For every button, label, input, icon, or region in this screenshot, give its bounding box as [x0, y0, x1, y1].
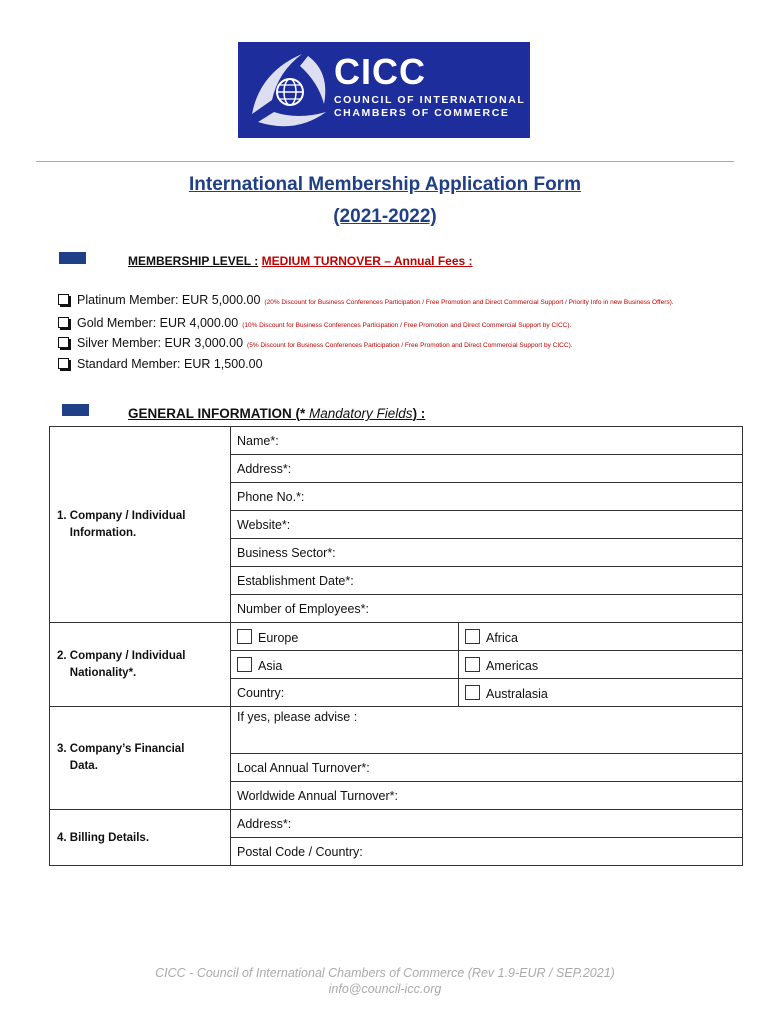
checkbox-icon[interactable]: [465, 685, 480, 700]
region-africa-option[interactable]: Africa: [459, 623, 743, 651]
section-company-title: 1. Company / Individual Information.: [50, 427, 231, 623]
membership-level-value: MEDIUM TURNOVER – Annual Fees :: [261, 254, 473, 268]
region-asia-option[interactable]: Asia: [231, 651, 459, 679]
checkbox-icon[interactable]: [58, 358, 69, 369]
postal-code-country-field[interactable]: Postal Code / Country:: [231, 838, 743, 866]
membership-level-label: MEMBERSHIP LEVEL :: [128, 254, 259, 268]
table-row: [50, 810, 743, 838]
table-row: [50, 427, 743, 455]
checkbox-icon[interactable]: [237, 629, 252, 644]
table-row: [50, 707, 743, 754]
membership-option-gold[interactable]: Gold Member: EUR 4,000.00 (10% Discount for Business Conferences Participation / Free Promotion and Direct Commercial Support by CICC).: [58, 316, 571, 330]
checkbox-icon[interactable]: [465, 629, 480, 644]
header-divider: [36, 161, 734, 162]
checkbox-icon[interactable]: [58, 294, 69, 305]
section-financial-title: 3. Company’s Financial Data.: [50, 707, 231, 810]
footer-email[interactable]: info@council-icc.org: [328, 982, 442, 996]
form-title: International Membership Application Form: [189, 174, 581, 195]
business-sector-field[interactable]: Business Sector*:: [231, 539, 743, 567]
billing-address-field[interactable]: Address*:: [231, 810, 743, 838]
logo-name: CICC: [334, 51, 426, 92]
number-of-employees-field[interactable]: Number of Employees*:: [231, 595, 743, 623]
region-europe-option[interactable]: Europe: [231, 623, 459, 651]
membership-level-heading: [128, 254, 473, 268]
country-field[interactable]: Country:: [231, 679, 459, 707]
worldwide-annual-turnover-field[interactable]: Worldwide Annual Turnover*:: [231, 782, 743, 810]
local-annual-turnover-field[interactable]: Local Annual Turnover*:: [231, 754, 743, 782]
table-row: [50, 623, 743, 651]
form-year: (2021-2022): [333, 206, 437, 227]
website-field[interactable]: Website*:: [231, 511, 743, 539]
address-field[interactable]: Address*:: [231, 455, 743, 483]
financial-advise-field[interactable]: If yes, please advise :: [231, 707, 743, 754]
name-field[interactable]: Name*:: [231, 427, 743, 455]
cicc-logo: [238, 42, 530, 138]
checkbox-icon[interactable]: [237, 657, 252, 672]
footer-organization: CICC - Council of International Chambers of Commerce (Rev 1.9-EUR / SEP.2021): [155, 966, 615, 980]
region-australasia-option[interactable]: Australasia: [459, 679, 743, 707]
section-nationality-title: 2. Company / Individual Nationality*.: [50, 623, 231, 707]
membership-option-silver[interactable]: Silver Member: EUR 3,000.00 (5% Discount for Business Conferences Participation / Free Promotion and Direct Commercial Support by CICC).: [58, 336, 573, 350]
general-information-heading: GENERAL INFORMATION (* Mandatory Fields) :: [128, 406, 426, 421]
membership-option-platinum[interactable]: Platinum Member: EUR 5,000.00 (20% Discount for Business Conferences Participation / Free Promotion and Direct Commercial Support / Priority Info in new Business Offers).: [58, 293, 674, 307]
establishment-date-field[interactable]: Establishment Date*:: [231, 567, 743, 595]
section-billing-title: 4. Billing Details.: [50, 810, 231, 866]
section-marker-general: [62, 404, 89, 416]
checkbox-icon[interactable]: [58, 317, 69, 328]
region-americas-option[interactable]: Americas: [459, 651, 743, 679]
logo-line-2: CHAMBERS OF COMMERCE: [334, 107, 510, 119]
section-marker-membership: [59, 252, 86, 264]
logo-line-1: COUNCIL OF INTERNATIONAL: [334, 94, 526, 106]
phone-field[interactable]: Phone No.*:: [231, 483, 743, 511]
checkbox-icon[interactable]: [465, 657, 480, 672]
checkbox-icon[interactable]: [58, 337, 69, 348]
general-information-table: [49, 426, 743, 866]
membership-option-standard[interactable]: Standard Member: EUR 1,500.00: [58, 357, 263, 371]
